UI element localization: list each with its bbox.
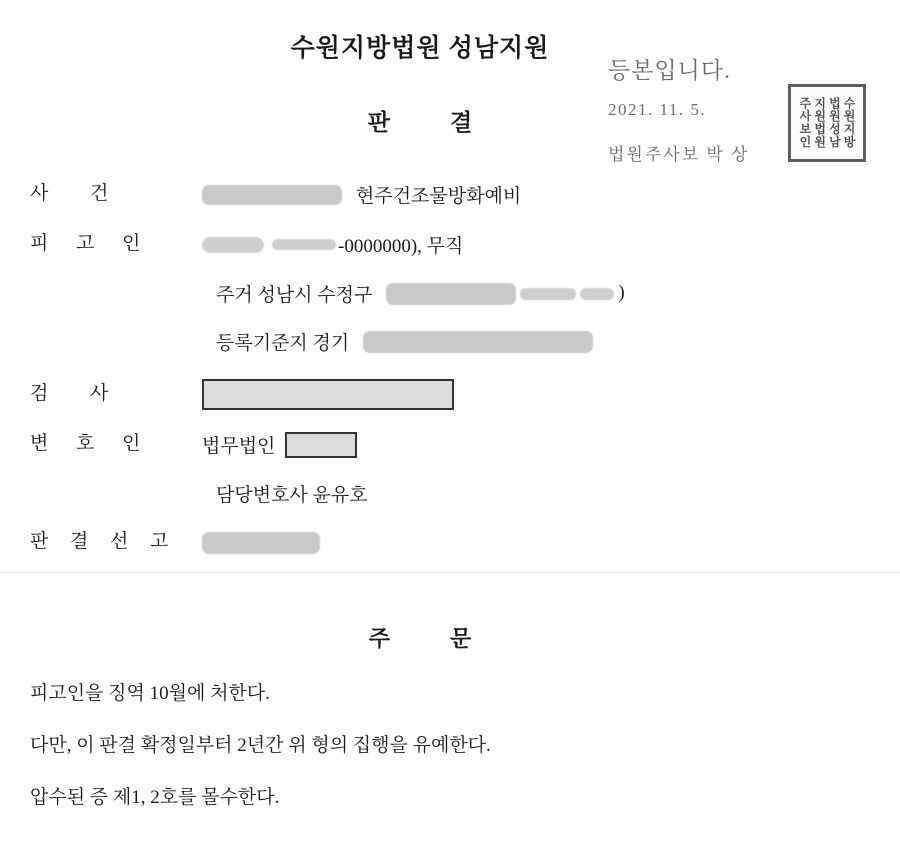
seal-char: 지 bbox=[813, 96, 826, 111]
redacted-defendant-name bbox=[202, 237, 264, 253]
seal-column-2 bbox=[827, 97, 841, 149]
field-address: 주거 성남시 수정구 ) bbox=[216, 281, 625, 306]
certification-date: 2021. 11. 5. bbox=[608, 100, 707, 119]
order-line: 압수된 증 제1, 2호를 몰수한다. bbox=[30, 787, 280, 808]
order-section-title bbox=[0, 622, 840, 653]
field-prosecutor bbox=[30, 378, 454, 410]
field-value-case: 현주건조물방화예비 bbox=[356, 186, 522, 208]
field-value-registry-base: 등록기준지 경기 bbox=[216, 333, 350, 354]
seal-char: 주 bbox=[799, 96, 811, 111]
field-value-attorney-in-charge: 담당변호사 윤유호 bbox=[216, 485, 368, 506]
seal-char: 법 bbox=[828, 96, 841, 111]
document-kind-right: 결 bbox=[450, 110, 473, 135]
redacted-address-part2 bbox=[520, 288, 576, 300]
official-seal-icon bbox=[788, 84, 866, 162]
redacted-defendant-id bbox=[272, 239, 336, 250]
seal-char: 성 bbox=[828, 122, 841, 136]
field-value-address: 주거 성남시 수정구 bbox=[216, 285, 373, 306]
seal-char: 사 bbox=[799, 109, 811, 123]
redacted-registry-base bbox=[363, 331, 593, 353]
order-title-right: 문 bbox=[450, 626, 472, 651]
field-value-defendant: -0000000), 무직 bbox=[338, 236, 464, 258]
redacted-address-part1 bbox=[386, 283, 516, 305]
seal-char: 방 bbox=[843, 134, 855, 149]
seal-char: 보 bbox=[799, 122, 811, 136]
order-line: 피고인을 징역 10월에 처한다. bbox=[30, 683, 270, 704]
seal-column-3 bbox=[813, 97, 827, 149]
redacted-law-firm-name bbox=[285, 432, 357, 458]
seal-char: 원 bbox=[843, 109, 855, 123]
seal-char: 지 bbox=[843, 122, 855, 136]
document-kind-left: 판 bbox=[367, 110, 390, 135]
field-registry-base bbox=[216, 328, 593, 355]
order-line: 다만, 이 판결 확정일부터 2년간 위 형의 집행을 유예한다. bbox=[30, 735, 491, 756]
field-attorney-in-charge bbox=[216, 480, 368, 507]
certification-stamp-block bbox=[600, 52, 890, 172]
field-defendant bbox=[30, 228, 463, 258]
field-case bbox=[30, 178, 521, 208]
seal-column-1 bbox=[842, 97, 856, 149]
certification-text: 등본입니다. bbox=[608, 58, 731, 83]
certification-officer: 법원주사보 박 상 bbox=[608, 145, 750, 164]
redacted-case-number bbox=[202, 185, 342, 205]
seal-char: 원 bbox=[813, 134, 826, 149]
seal-char: 법 bbox=[813, 122, 826, 136]
redacted-address-part3 bbox=[580, 288, 614, 300]
seal-column-4 bbox=[798, 97, 812, 149]
seal-char: 수 bbox=[843, 96, 855, 111]
redacted-sentencing-date bbox=[202, 532, 320, 554]
redacted-prosecutor-name bbox=[202, 379, 454, 410]
field-defense-counsel bbox=[30, 428, 357, 458]
seal-char: 원 bbox=[813, 109, 826, 123]
seal-char: 원 bbox=[828, 109, 841, 123]
seal-char: 인 bbox=[799, 134, 811, 149]
field-sentencing-date bbox=[30, 526, 320, 554]
field-label-defense-counsel: 변 호 인 bbox=[30, 433, 141, 454]
field-value-defense-counsel: 법무법인 bbox=[202, 436, 276, 458]
field-label-sentencing-date: 판 결 선 고 bbox=[30, 531, 169, 552]
seal-char: 남 bbox=[828, 134, 841, 149]
field-label-defendant: 피 고 인 bbox=[30, 233, 141, 254]
court-title: 수원지방법원 성남지원 bbox=[290, 35, 550, 62]
field-label-prosecutor: 검 사 bbox=[30, 383, 109, 404]
field-label-case: 사 건 bbox=[30, 183, 109, 204]
order-title-left: 주 bbox=[368, 626, 390, 651]
section-divider bbox=[0, 572, 900, 573]
